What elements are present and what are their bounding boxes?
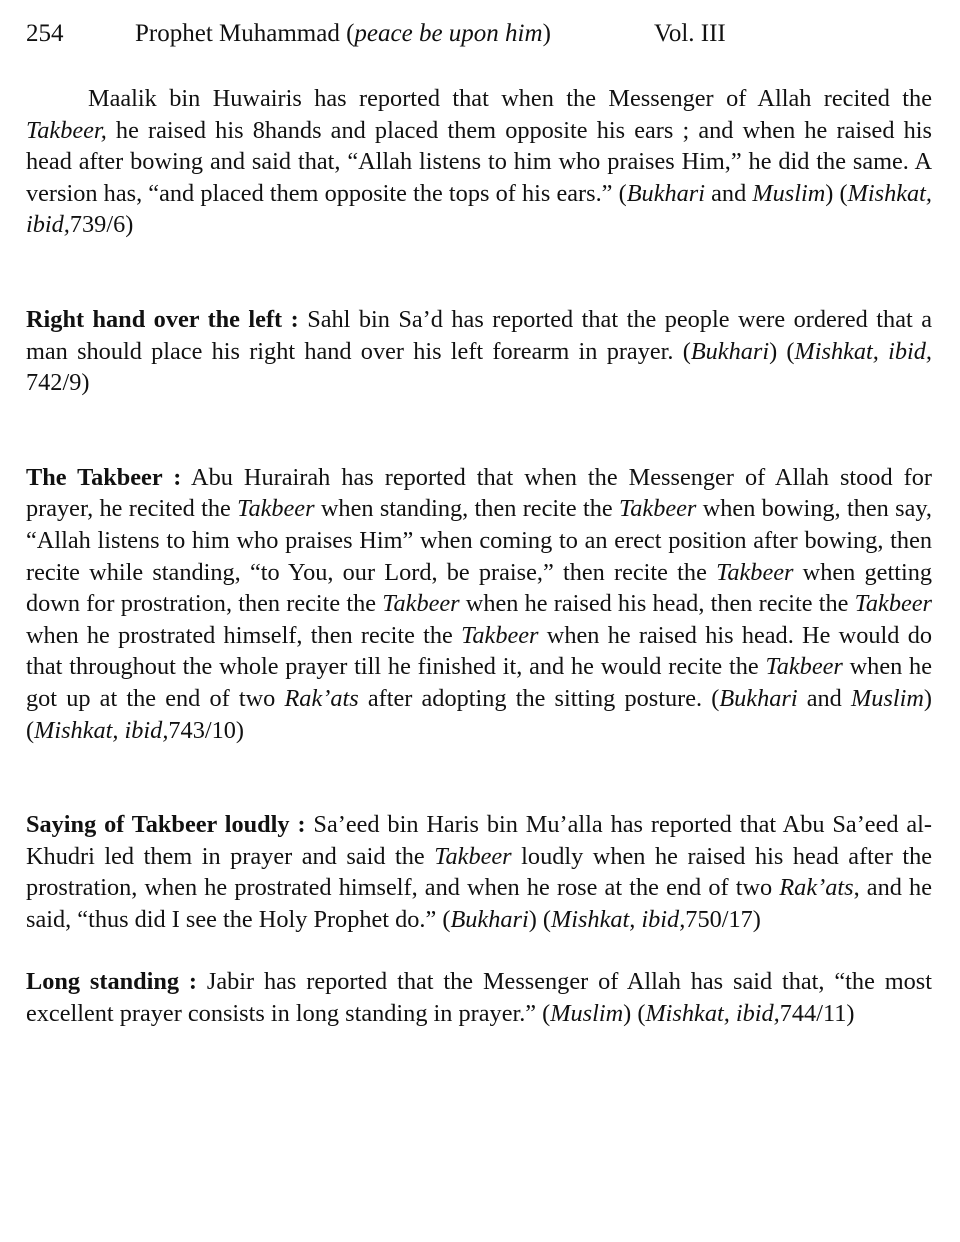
italic-term: Mishkat, ibid, xyxy=(34,716,169,744)
paragraph-long-standing xyxy=(26,966,932,1029)
italic-term: Bukhari xyxy=(626,179,705,207)
page-number: 254 xyxy=(26,20,64,47)
italic-term: Muslim xyxy=(851,684,924,712)
text-run: when he raised his head, then recite the xyxy=(459,590,855,618)
italic-term: Mishkat, ibid, xyxy=(794,337,932,365)
italic-term: Mishkat, ibid, xyxy=(550,905,686,933)
italic-term: Takbeer, xyxy=(26,116,107,144)
text-run: after adopting the sitting posture. ( xyxy=(358,684,720,712)
text-run: and xyxy=(704,179,753,207)
text-run: ) ( xyxy=(26,684,932,744)
italic-term: Mishkat, ibid, xyxy=(645,1000,780,1028)
running-title-suffix: ) xyxy=(542,20,551,47)
text-run: ) ( xyxy=(769,337,795,365)
italic-term: Bukhari xyxy=(450,905,529,933)
text-run: when he raised his head. He would do that throughout the whole prayer till he finished it, and he would recite the xyxy=(26,621,932,681)
text-run: , and he said, “thus did I see the Holy Prophet do.” ( xyxy=(26,874,932,933)
text-run: he raised his 8hands and placed them opposite his ears ; and when he raised his head after bowing and said that, “Allah listens to him who praises Him,” he did the same. A version has, “and placed them opposite the tops of his ears.” ( xyxy=(26,116,932,207)
book-page xyxy=(26,18,932,1030)
section-heading: The Takbeer : xyxy=(26,463,182,491)
text-run: when getting down for prostration, then recite the xyxy=(26,558,932,618)
text-run: 743/10) xyxy=(168,716,244,744)
section-heading: Long standing : xyxy=(26,968,197,996)
text-run: 750/17) xyxy=(685,905,761,933)
text-run: when standing, then recite the xyxy=(314,495,619,523)
italic-term: Takbeer xyxy=(434,842,512,870)
section-heading: Saying of Takbeer loudly : xyxy=(26,811,306,839)
text-run: Sahl bin Sa’d has reported that the people were ordered that a man should place his right hand over his left forearm in prayer. ( xyxy=(26,305,932,365)
running-title xyxy=(135,18,551,50)
paragraph-right-hand xyxy=(26,304,932,399)
paragraph-takbeer-loudly xyxy=(26,809,932,935)
paragraph-takbeer xyxy=(26,462,932,746)
text-run: and xyxy=(797,684,851,712)
text-run: when bowing, then say, “Allah listens to him who praises Him” when coming to an erect position after bowing, then recite while standing, “to You, our Lord, be praise,” then recite the xyxy=(26,495,932,586)
page-header xyxy=(26,18,932,56)
paragraph-maalik xyxy=(26,83,932,241)
text-run: ) ( xyxy=(623,1000,646,1028)
italic-term: Bukhari xyxy=(719,684,798,712)
italic-term: Muslim xyxy=(752,179,826,207)
italic-term: Rak’ats xyxy=(284,684,359,712)
text-run: 742/9) xyxy=(26,369,90,397)
text-run: 739/6) xyxy=(69,211,134,239)
italic-term: Takbeer xyxy=(716,558,794,586)
italic-term: Takbeer xyxy=(461,621,539,649)
text-run: ) ( xyxy=(825,179,848,207)
text-run: Maalik bin Huwairis has reported that when the Messenger of Allah recited the xyxy=(88,85,932,112)
text-run: 744/11) xyxy=(779,1000,855,1028)
italic-term: Takbeer xyxy=(619,495,697,523)
italic-term: Takbeer xyxy=(854,590,932,618)
running-title-honorific: peace be upon him xyxy=(354,20,543,47)
text-run: when he prostrated himself, then recite the xyxy=(26,621,462,649)
italic-term: Mishkat, ibid, xyxy=(26,179,932,239)
italic-term: Takbeer xyxy=(765,653,843,681)
italic-term: Takbeer xyxy=(382,590,460,618)
italic-term: Rak’ats xyxy=(779,874,854,902)
section-heading: Right hand over the left : xyxy=(26,305,299,333)
volume-label: Vol. III xyxy=(654,20,726,47)
text-run: Abu Hurairah has reported that when the Messenger of Allah stood for prayer, he recited the xyxy=(26,463,932,523)
italic-term: Bukhari xyxy=(690,337,770,365)
running-title-prefix: Prophet Muhammad ( xyxy=(135,20,355,47)
text-run: when he got up at the end of two xyxy=(26,653,932,712)
italic-term: Muslim xyxy=(550,1000,624,1028)
text-run: loudly when he raised his head after the prostration, when he prostrated himself, and when he rose at the end of two xyxy=(26,842,933,902)
italic-term: Takbeer xyxy=(237,495,315,523)
text-run: Jabir has reported that the Messenger of Allah has said that, “the most excellent prayer consists in long standing in prayer.” ( xyxy=(26,968,932,1028)
text-run: ) ( xyxy=(528,905,551,933)
text-run: Sa’eed bin Haris bin Mu’alla has reported that Abu Sa’eed al-Khudri led them in prayer and said the xyxy=(26,811,933,870)
